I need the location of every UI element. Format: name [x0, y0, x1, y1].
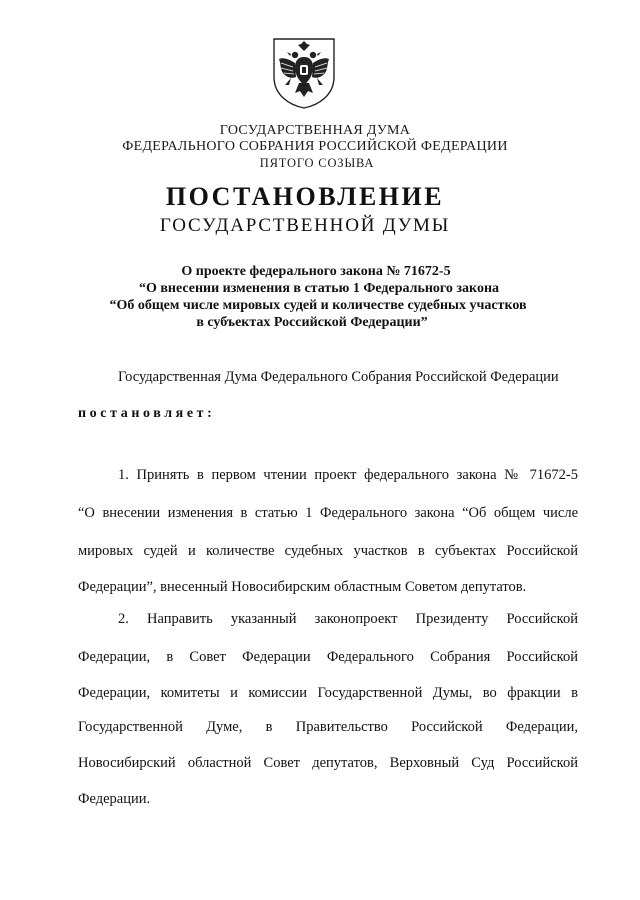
- subject-line: “О внесении изменения в статью 1 Федерального закона: [138, 281, 500, 296]
- paragraph-1-line: 1. Принять в первом чтении проект федерального закона № 71672-5: [118, 467, 578, 483]
- russian-coat-of-arms-icon: [271, 37, 337, 109]
- subject-line: в субъектах Российской Федерации”: [196, 315, 428, 330]
- subject-line: “Об общем числе мировых судей и количестве судебных участков: [109, 298, 527, 313]
- preamble-text: Государственная Дума Федерального Собрания Российской Федерации: [118, 369, 559, 385]
- header-convocation: ПЯТОГО СОЗЫВА: [259, 156, 375, 170]
- subject-line: О проекте федерального закона № 71672-5: [181, 264, 451, 279]
- paragraph-1-line: Федерации”, внесенный Новосибирским областным Советом депутатов.: [78, 579, 527, 595]
- paragraph-2-line: Федерации.: [78, 791, 151, 807]
- document-type-title: ПОСТАНОВЛЕНИЕ: [165, 182, 445, 211]
- paragraph-2-line: Федерации, комитеты и комиссии Государственной Думы, во фракции в: [78, 685, 578, 701]
- document-issuer: ГОСУДАРСТВЕННОЙ ДУМЫ: [159, 215, 451, 236]
- paragraph-2-line: 2. Направить указанный законопроект Президенту Российской: [118, 611, 578, 627]
- header-organization: ГОСУДАРСТВЕННАЯ ДУМА: [219, 123, 411, 138]
- paragraph-2-line: Государственной Думе, в Правительство Российской Федерации,: [78, 719, 578, 735]
- paragraph-1-line: мировых судей и количестве судебных участков в субъектах Российской: [78, 543, 578, 559]
- paragraph-2-line: Федерации, в Совет Федерации Федерального Собрания Российской: [78, 649, 578, 665]
- decree-word: постановляет:: [78, 406, 216, 421]
- paragraph-1-line: “О внесении изменения в статью 1 Федерального закона “Об общем числе: [78, 505, 578, 521]
- paragraph-2-line: Новосибирский областной Совет депутатов, Верховный Суд Российской: [78, 755, 578, 771]
- header-assembly: ФЕДЕРАЛЬНОГО СОБРАНИЯ РОССИЙСКОЙ ФЕДЕРАЦИИ: [122, 139, 508, 154]
